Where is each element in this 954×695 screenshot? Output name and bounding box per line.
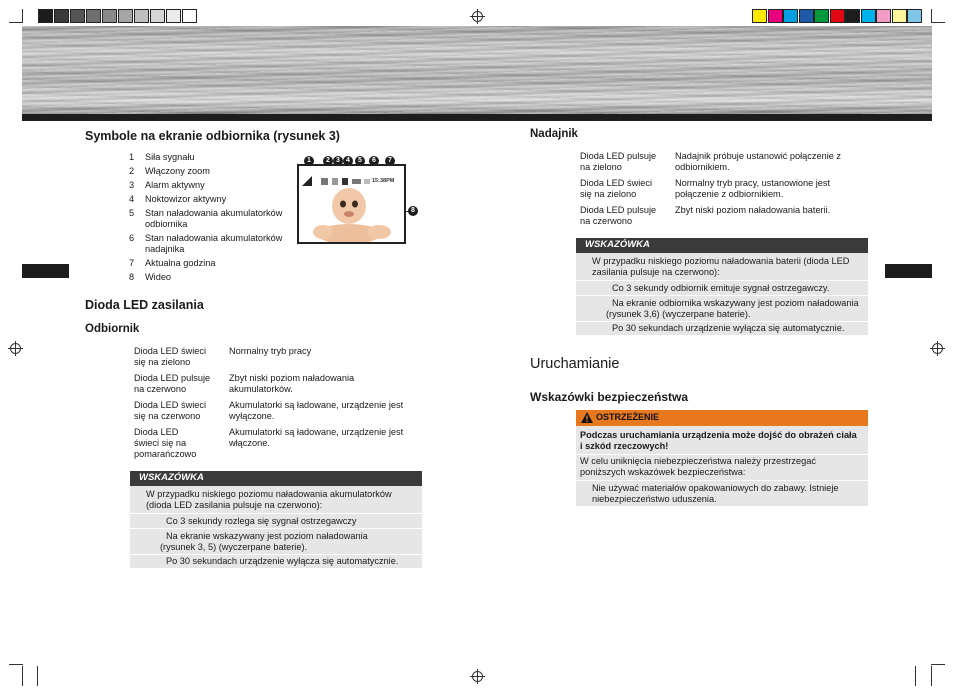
callout-3: 3: [333, 156, 343, 166]
led-meaning: Nadajnik próbuje ustanowić połączenie z: [675, 151, 841, 161]
receiver-screen: [297, 164, 406, 244]
led-meaning: wyłączone.: [229, 411, 275, 421]
crop-mark: [37, 666, 38, 686]
symbol-label: Wideo: [145, 272, 172, 282]
warning-bold-text: i szkód rzeczowych!: [580, 441, 669, 451]
symbol-label: Alarm aktywny: [145, 180, 205, 190]
registration-mark-icon: [932, 343, 943, 354]
symbol-number: 5: [129, 208, 135, 218]
crop-mark: [9, 664, 23, 665]
warning-body: [576, 426, 868, 506]
led-meaning: Zbyt niski poziom naładowania: [229, 373, 355, 383]
divider: [130, 554, 422, 555]
crop-mark: [931, 9, 932, 23]
symbol-label: Siła sygnału: [145, 152, 195, 162]
crop-mark: [915, 666, 916, 686]
led-state: Dioda LED: [134, 427, 179, 437]
callout-6: 6: [369, 156, 379, 166]
symbol-number: 6: [129, 233, 135, 243]
alarm-icon: [332, 178, 338, 185]
led-state: Dioda LED świeci: [134, 346, 206, 356]
color-swatch: [845, 9, 860, 23]
crop-mark: [931, 664, 945, 665]
note-bullet: (rysunek 3,6) (wyczerpane baterie).: [606, 309, 751, 319]
table-divider: [130, 424, 420, 425]
transmitter-heading: Nadajnik: [530, 128, 578, 140]
led-state: się na zielono: [580, 189, 637, 199]
led-heading: Dioda LED zasilania: [85, 298, 204, 312]
warning-text: poniższych wskazówek bezpieczeństwa:: [580, 467, 746, 477]
gray-swatch: [134, 9, 149, 23]
color-swatch: [783, 9, 798, 23]
crop-mark: [931, 666, 932, 686]
led-meaning: Akumulatorki są ładowane, urządzenie jest: [229, 427, 404, 437]
divider: [130, 513, 422, 514]
gray-swatch: [182, 9, 197, 23]
callout-1: 1: [304, 156, 314, 166]
registration-mark-icon: [472, 11, 483, 22]
symbol-number: 1: [129, 152, 135, 162]
callout-4: 4: [343, 156, 353, 166]
table-divider: [576, 202, 866, 203]
note-header: WSKAZÓWKA: [576, 238, 868, 253]
divider: [576, 321, 868, 322]
led-state: świeci się na: [134, 438, 187, 448]
color-swatch: [752, 9, 767, 23]
warning-title: OSTRZEŻENIE: [596, 412, 660, 422]
left-page-tab: [22, 264, 69, 278]
callout-5: 5: [355, 156, 365, 166]
led-state: na zielono: [580, 162, 622, 172]
color-swatch: [768, 9, 783, 23]
gray-swatch: [150, 9, 165, 23]
note-bullet: Po 30 sekundach urządzenie wyłącza się automatycznie.: [166, 556, 399, 566]
symbol-label: Noktowizor aktywny: [145, 194, 227, 204]
warning-header: [576, 410, 868, 426]
color-swatch: [799, 9, 814, 23]
receiver-battery-icon: [352, 179, 361, 184]
divider: [576, 454, 868, 455]
gray-swatch: [86, 9, 101, 23]
crop-mark: [22, 9, 23, 23]
warning-bold-text: Podczas uruchamiania urządzenia może dojść do obrażeń ciała: [580, 430, 857, 440]
symbol-label: Aktualna godzina: [145, 258, 216, 268]
note-bullet: Po 30 sekundach urządzenie wyłącza się automatycznie.: [612, 323, 845, 333]
led-state: Dioda LED pulsuje: [580, 205, 657, 215]
callout-2: 2: [323, 156, 333, 166]
right-page-tab: [885, 264, 932, 278]
color-swatch: [876, 9, 891, 23]
note-text: W przypadku niskiego poziomu naładowania baterii (dioda LED: [592, 256, 850, 266]
safety-heading: Wskazówki bezpieczeństwa: [530, 390, 689, 404]
brushed-metal-header: [22, 26, 932, 114]
color-swatch: [814, 9, 829, 23]
led-state: Dioda LED pulsuje: [134, 373, 211, 383]
led-state: się na czerwono: [134, 411, 201, 421]
table-divider: [576, 175, 866, 176]
symbol-number: 8: [129, 272, 135, 282]
callout-8: 8: [408, 206, 418, 216]
gray-swatch: [166, 9, 181, 23]
led-meaning: Akumulatorki są ładowane, urządzenie jest: [229, 400, 404, 410]
note-bullet: Co 3 sekundy rozlega się sygnał ostrzegawczy: [166, 516, 357, 526]
table-divider: [130, 397, 420, 398]
led-state: się na zielono: [134, 357, 191, 367]
gray-swatch: [118, 9, 133, 23]
crop-mark: [9, 22, 23, 23]
note-text: (dioda LED zasilania pulsuje na czerwono):: [146, 500, 323, 510]
warning-triangle-icon: [581, 412, 593, 423]
divider: [130, 528, 422, 529]
symbol-number: 4: [129, 194, 135, 204]
zoom-icon: [321, 178, 328, 185]
symbol-label: odbiornika: [145, 219, 188, 229]
led-meaning: Normalny tryb pracy, ustanowione jest: [675, 178, 831, 188]
crop-mark: [931, 22, 945, 23]
led-meaning: Normalny tryb pracy: [229, 346, 312, 356]
note-bullet: (rysunek 3, 5) (wyczerpane baterie).: [160, 542, 308, 552]
receiver-heading: Odbiornik: [85, 323, 140, 335]
warning-bullet: niebezpieczeństwo uduszenia.: [592, 494, 717, 504]
time-readout: 15:38PM: [372, 178, 395, 184]
led-state: na czerwono: [580, 216, 633, 226]
note-bullet: Na ekranie odbiornika wskazywany jest poziom naładowania: [612, 298, 859, 308]
registration-mark-icon: [10, 343, 21, 354]
led-state: Dioda LED świeci: [134, 400, 206, 410]
color-swatch: [830, 9, 845, 23]
table-divider: [130, 370, 420, 371]
symbol-label: Stan naładowania akumulatorków: [145, 233, 283, 243]
divider: [576, 280, 868, 281]
symbol-label: Włączony zoom: [145, 166, 210, 176]
led-meaning: połączenie z odbiornikiem.: [675, 189, 784, 199]
led-state: na czerwono: [134, 384, 187, 394]
symbol-number: 3: [129, 180, 135, 190]
symbol-number: 2: [129, 166, 135, 176]
note-text: W przypadku niskiego poziomu naładowania akumulatorków: [146, 489, 392, 499]
warning-text: W celu uniknięcia niebezpieczeństwa należy przestrzegać: [580, 456, 816, 466]
led-meaning: akumulatorków.: [229, 384, 293, 394]
gray-swatch: [70, 9, 85, 23]
gray-swatch: [38, 9, 53, 23]
symbol-number: 7: [129, 258, 135, 268]
color-swatch: [892, 9, 907, 23]
divider: [576, 295, 868, 296]
start-heading: Uruchamianie: [530, 356, 620, 372]
note-body: [130, 486, 422, 568]
night-vision-icon: [342, 178, 348, 185]
header-rule: [22, 114, 932, 121]
symbol-label: Stan naładowania akumulatorków: [145, 208, 283, 218]
baby-image: [313, 188, 391, 242]
symbols-heading: Symbole na ekranie odbiornika (rysunek 3): [85, 129, 340, 143]
led-state: Dioda LED pulsuje: [580, 151, 657, 161]
transmitter-battery-icon: [364, 179, 370, 184]
color-swatch: [907, 9, 922, 23]
callout-7: 7: [385, 156, 395, 166]
gray-swatch: [54, 9, 69, 23]
led-state: pomarańczowo: [134, 449, 197, 459]
note-text: zasilania pulsuje na czerwono):: [592, 267, 720, 277]
registration-mark-icon: [472, 671, 483, 682]
crop-mark: [22, 666, 23, 686]
note-bullet: Co 3 sekundy odbiornik emituje sygnał ostrzegawczy.: [612, 283, 830, 293]
note-header: WSKAZÓWKA: [130, 471, 422, 486]
led-meaning: włączone.: [229, 438, 270, 448]
signal-strength-icon: [302, 176, 312, 186]
divider: [576, 480, 868, 481]
symbol-label: nadajnika: [145, 244, 185, 254]
note-body: [576, 253, 868, 335]
led-state: Dioda LED świeci: [580, 178, 652, 188]
note-bullet: Na ekranie wskazywany jest poziom naładowania: [166, 531, 368, 541]
gray-swatch: [102, 9, 117, 23]
warning-bullet: Nie używać materiałów opakowaniowych do zabawy. Istnieje: [592, 483, 839, 493]
color-swatch: [861, 9, 876, 23]
led-meaning: odbiornikiem.: [675, 162, 730, 172]
led-meaning: Zbyt niski poziom naładowania baterii.: [675, 205, 831, 215]
